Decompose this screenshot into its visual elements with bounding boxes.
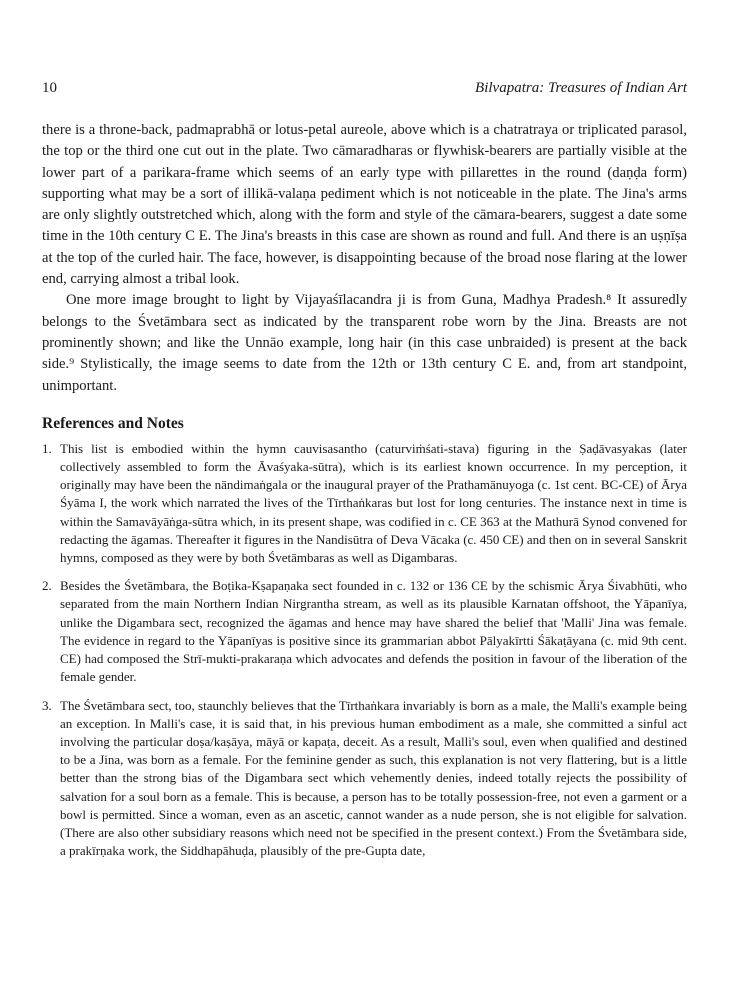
note-number: 2. bbox=[42, 578, 52, 594]
note-item bbox=[42, 440, 687, 567]
notes-list bbox=[42, 440, 687, 860]
page-number: 10 bbox=[42, 80, 57, 96]
note-number: 1. bbox=[42, 440, 52, 456]
page-header bbox=[42, 80, 687, 102]
body-paragraph: One more image brought to light by Vijayaśīlacandra ji is from Guna, Madhya Pradesh.⁸ It assuredly belongs to the Śvetāmbara sect as indicated by the transparent robe worn by the Jina. Breasts are not prominently shown; and like the Unnāo example, long hair (in this case unbraided) is present at the back side.⁹ Stylistically, the image seems to date from the 12th or 13th century C E. and, from art standpoint, unimportant. bbox=[42, 292, 687, 394]
page-content bbox=[42, 120, 687, 870]
note-item bbox=[42, 697, 687, 861]
body-paragraph-continued: there is a throne-back, padmaprabhā or lotus-petal aureole, above which is a chatratraya or triplicated parasol, the top or the third one cut out in the plate. Two cāmaradharas or flywhisk-bearers are partially visible at the lower part of a parikara-frame which seems of an early type with pillarettes in the round (daṇḍa form) supporting what may be a sort of illikā-valaṇa pediment which is not noticeable in the plate. The Jina's arms are only slightly outstretched which, along with the form and style of the cāmara-bearers, suggest a date some time in the 10th century C E. The Jina's breasts in this case are shown as round and full. And there is an uṣṇīṣa at the top of the curled hair. The face, however, is disappointing because of the broad nose flaring at the lower end, carrying almost a tribal look. bbox=[42, 122, 687, 288]
note-text: This list is embodied within the hymn cauvisasantho (caturviṁśati-stava) figuring in the Ṣaḍāvasyakas (later collectively assembled to form the Āvaśyaka-sūtra), which is its earliest known occurrence. In my perception, it originally may have been the nāndimaṅgala or the inaugural prayer of the Prathamānuyoga (c. 1st cent. BC-CE) of Ārya Śyāma I, the work which narrated the lives of the Tīrthaṅkaras but lost for long centuries. The instance next in time is within the Samavāyāṅga-sūtra which, in its present shape, was codified in c. CE 363 at the Mathurā Synod convened for redacting the āgamas. Thereafter it figures in the Nandisūtra of Deva Vācaka (c. 450 CE) and then on in several Sanskrit hymns, composed as they were by both Śvetāmbaras as well as Digambaras. bbox=[60, 440, 687, 566]
running-title: Bilvapatra: Treasures of Indian Art bbox=[475, 80, 687, 96]
note-number: 3. bbox=[42, 697, 52, 713]
note-item bbox=[42, 577, 687, 686]
note-text: Besides the Śvetāmbara, the Boṭika-Kṣapaṇaka sect founded in c. 132 or 136 CE by the schismic Ārya Śivabhūti, who separated from the main Northern Indian Nirgrantha stream, as well as its plausible Karnatan offshoot, the Yāpanīya, unlike the Digambara sect, recognized the āgamas and hence may have shared the belief that 'Malli' Jina was female. The evidence in regard to the Yāpanīyas is positive since its grammarian abbot Pālyakīrtti Śākaṭāyana (c. mid 9th cent. CE) had composed the Strī-mukti-prakaraṇa which advocates and defends the position in favour of the liberation of the female gender. bbox=[60, 578, 687, 685]
section-heading: References and Notes bbox=[42, 414, 184, 432]
note-text: The Śvetāmbara sect, too, staunchly believes that the Tīrthaṅkara invariably is born as a male, the Malli's example being an exception. In Malli's case, it is said that, in his previous human embodiment as a male, she committed a sinful act involving the particular doṣa/kaṣāya, māyā or kapaṭa, deceit. As a result, Malli's soul, even when qualified and destined to be a Jina, was born as a female. For the feminine gender as such, this explanation is not very flattering, but is a little better than the strong bias of the Digambara sect which vehemently denies, indeed totally rejects the possibility of salvation for a soul born as a female. This is because, a person has to be totally possession-free, not even a garment or a bowl is permitted. Since a woman, even as an ascetic, cannot wander as a nude person, she is not eligible for salvation. (There are also other subsidiary reasons which need not be specified in the present context.) From the Śvetāmbara side, a prakīrṇaka work, the Siddhapāhuḍa, plausibly of the pre-Gupta date, bbox=[60, 697, 687, 859]
